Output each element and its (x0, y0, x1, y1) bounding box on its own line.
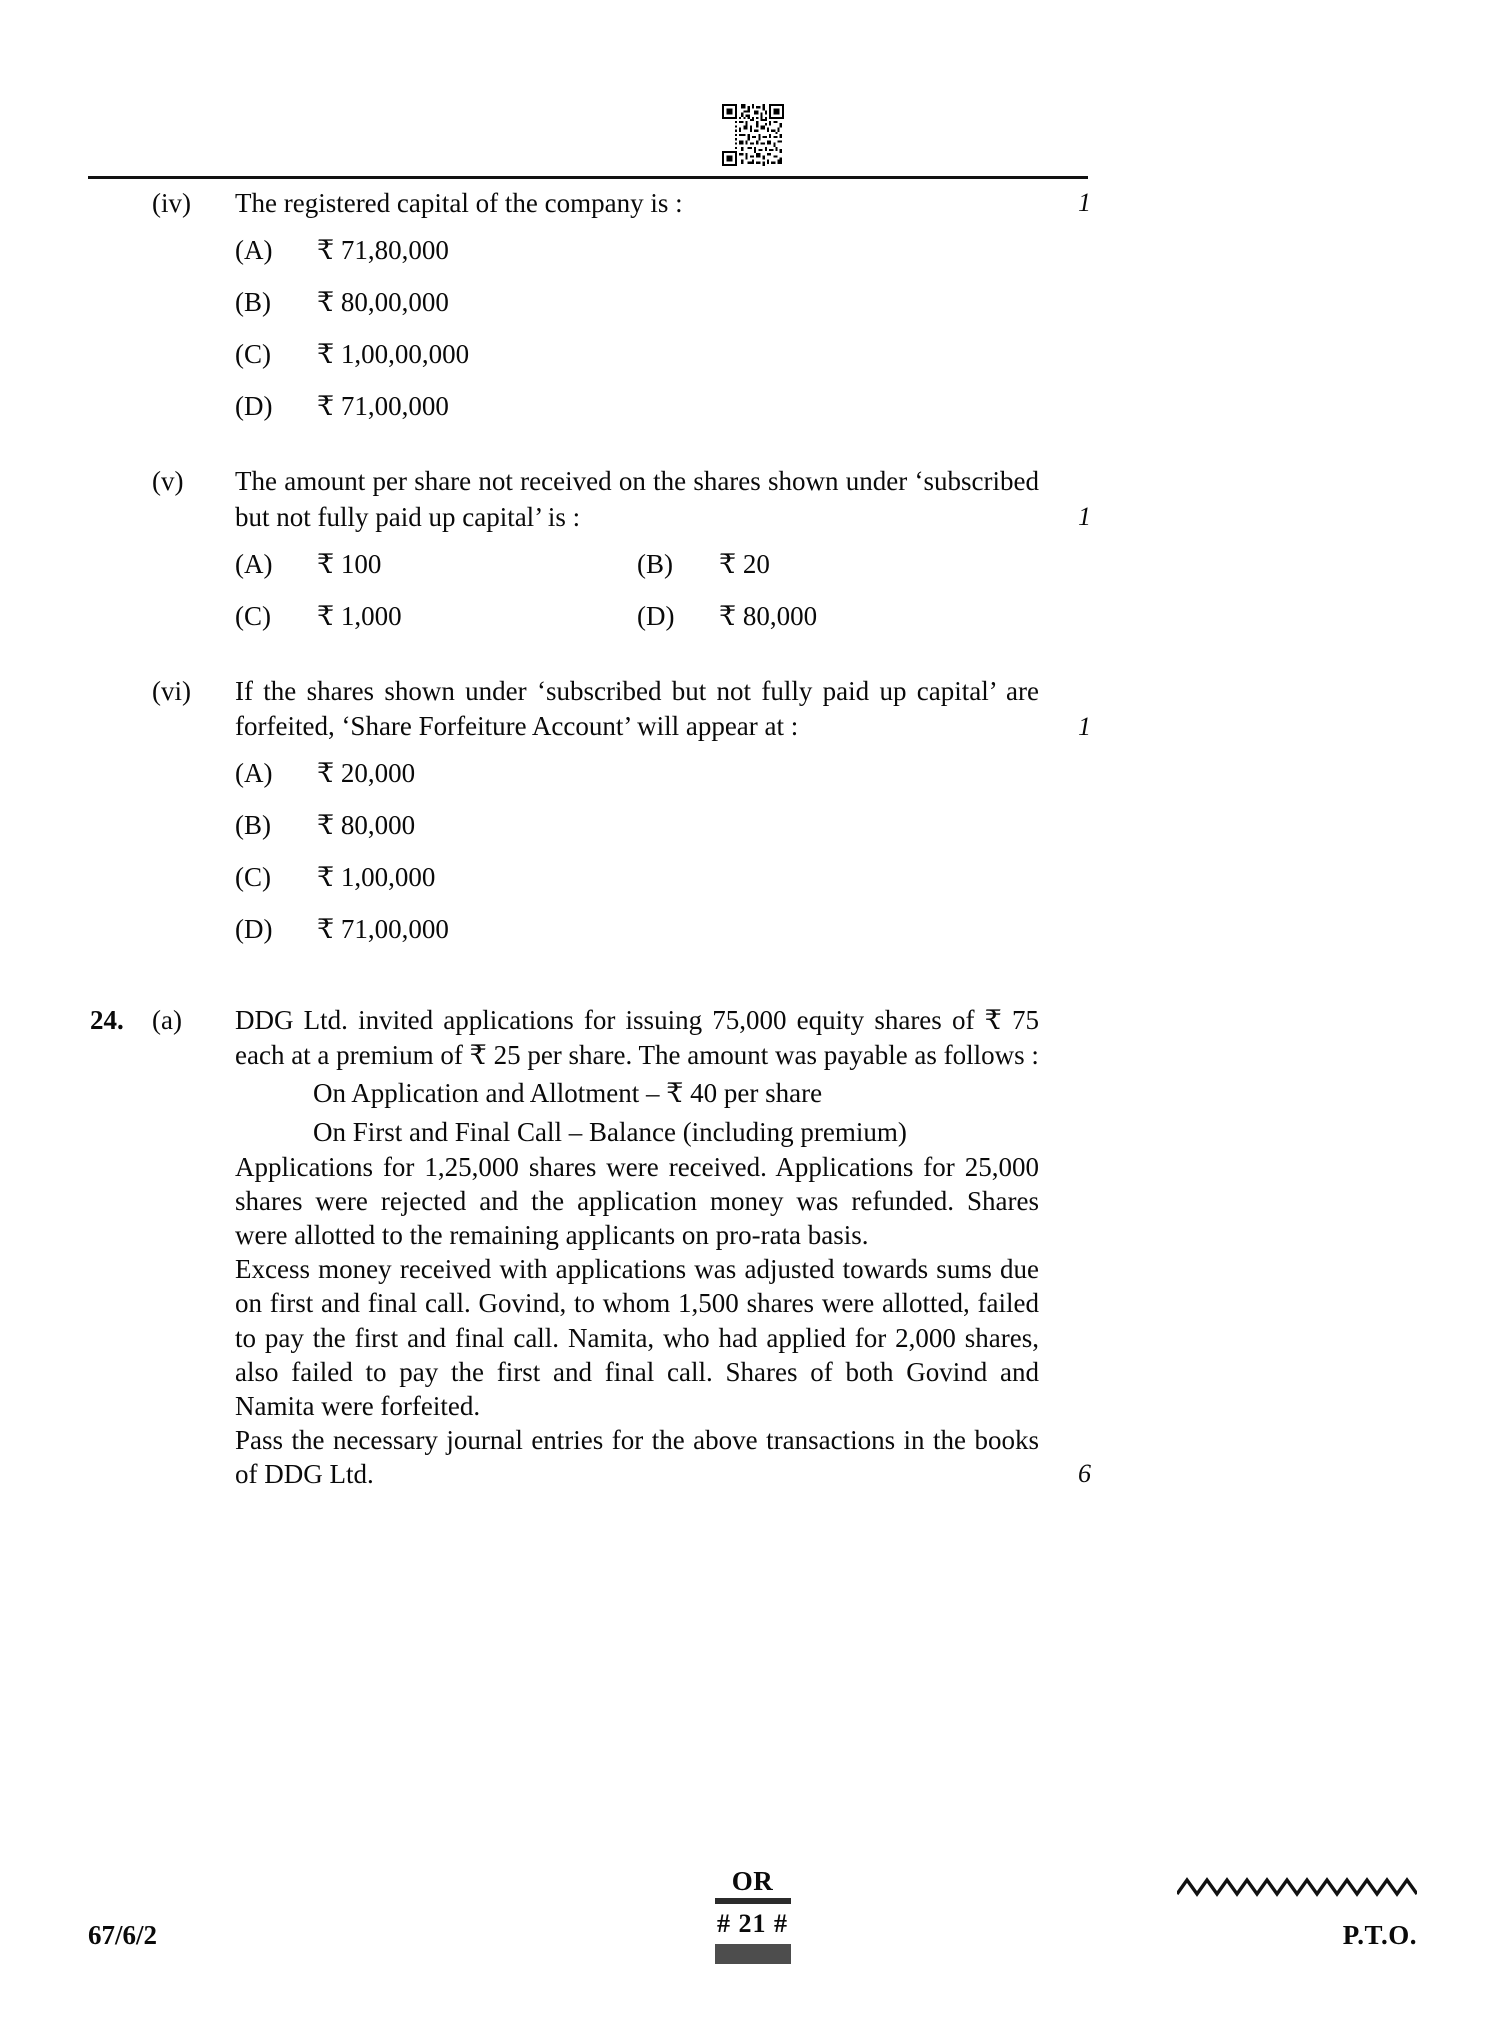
option-b-tag: (B) (235, 287, 271, 318)
question-vi (88, 674, 1091, 948)
question-24-part: (a) (152, 1005, 182, 1036)
option-a-value: ₹ 20,000 (317, 758, 416, 789)
question-v-options (235, 547, 1039, 634)
option-row (235, 233, 1039, 268)
option-c-value: ₹ 1,000 (317, 600, 402, 631)
option-b[interactable] (235, 285, 637, 320)
question-iv-body (235, 186, 1039, 424)
option-d[interactable] (235, 389, 637, 424)
option-b[interactable] (637, 547, 1039, 582)
option-a[interactable] (235, 547, 637, 582)
header-divider (88, 176, 1088, 179)
page-bar-bottom (715, 1944, 791, 1964)
option-a-tag: (A) (235, 235, 273, 266)
option-b-value: ₹ 20 (719, 548, 770, 579)
question-iv-roman: (iv) (152, 188, 191, 218)
option-b-tag: (B) (235, 810, 271, 841)
option-d-value: ₹ 71,00,000 (317, 391, 449, 422)
question-v-body (235, 464, 1039, 633)
question-vi-options (235, 756, 1039, 947)
question-vi-roman: (vi) (152, 675, 191, 706)
qr-code-container (0, 104, 1505, 166)
option-a[interactable] (235, 233, 637, 268)
q24-para-3: Excess money received with applications was adjusted towards sums due on first and final call. Govind, to whom 1,500 shares were allotted, failed to pay the first and final call. Namita, who had applied for 2,000 shares, also failed to pay the first and final call. Shares of both Govind and Namita were forfeited. (235, 1254, 1039, 1421)
question-vi-stem: If the shares shown under ‘subscribed but not fully paid up capital’ are forfeited, ‘Share Forfeiture Account’ will appear at : (235, 675, 1039, 741)
question-vi-marks: 1 (1078, 711, 1091, 741)
option-row (235, 285, 1039, 320)
option-a-tag: (A) (235, 548, 273, 579)
option-c-tag: (C) (235, 862, 271, 893)
option-a-tag: (A) (235, 758, 273, 789)
option-row (235, 599, 1039, 634)
option-c[interactable] (235, 599, 637, 634)
option-a[interactable] (235, 756, 637, 791)
q24-payment-schedule (313, 1076, 1039, 1150)
option-b-value: ₹ 80,00,000 (317, 287, 449, 318)
pto-label: P.T.O. (1342, 1920, 1417, 1950)
spacer (88, 634, 1091, 674)
option-d-tag: (D) (637, 600, 675, 631)
question-iv-options (235, 233, 1039, 424)
option-d-value: ₹ 71,00,000 (317, 914, 449, 945)
option-d[interactable] (235, 912, 637, 947)
option-a-value: ₹ 71,80,000 (317, 235, 449, 266)
schedule-line-1: On Application and Allotment – ₹ 40 per share (313, 1077, 823, 1108)
question-24-number: 24. (90, 1005, 124, 1036)
option-d-tag: (D) (235, 914, 273, 945)
option-b-tag: (B) (637, 548, 673, 579)
question-v-roman: (v) (152, 466, 184, 497)
page-number: # 21 # (717, 1909, 788, 1938)
option-b[interactable] (235, 808, 637, 843)
option-row (235, 547, 1039, 582)
option-d-tag: (D) (235, 391, 273, 422)
option-c[interactable] (235, 860, 637, 895)
or-separator: OR (731, 1866, 774, 1896)
option-c-tag: (C) (235, 339, 271, 370)
question-v-stem: The amount per share not received on the shares shown under ‘subscribed but not fully paid up capital’ is : (235, 466, 1039, 532)
page-content (88, 186, 1091, 1491)
question-iv-stem: The registered capital of the company is : (235, 188, 683, 218)
question-v (88, 464, 1091, 633)
zigzag-decoration (1177, 1876, 1417, 1898)
q24-para-2: Applications for 1,25,000 shares were received. Applications for 25,000 shares were rejected and the application money was refunded. Shares were allotted to the remaining applicants on pro-rata basis. (235, 1151, 1039, 1251)
option-c-tag: (C) (235, 600, 271, 631)
option-c-value: ₹ 1,00,00,000 (317, 339, 470, 370)
question-24 (88, 1003, 1091, 1491)
spacer (88, 947, 1091, 1003)
option-row (235, 860, 1039, 895)
option-b-value: ₹ 80,000 (317, 810, 416, 841)
qr-code-icon (722, 104, 784, 166)
spacer (88, 424, 1091, 464)
question-24-body (235, 1003, 1039, 1491)
q24-para-1: DDG Ltd. invited applications for issuing 75,000 equity shares of ₹ 75 each at a premium of ₹ 25 per share. The amount was payable as follows : (235, 1005, 1039, 1070)
question-iv-marks: 1 (1078, 188, 1091, 217)
question-24-marks: 6 (1078, 1459, 1091, 1489)
option-d-value: ₹ 80,000 (719, 600, 818, 631)
page-bar-top (715, 1898, 791, 1904)
paper-code: 67/6/2 (88, 1920, 158, 1950)
option-a-value: ₹ 100 (317, 548, 382, 579)
q24-para-4: Pass the necessary journal entries for the above transactions in the books of DDG Ltd. (235, 1425, 1039, 1490)
option-row (235, 337, 1039, 372)
option-row (235, 756, 1039, 791)
page-number-block (0, 1898, 1505, 1964)
option-c[interactable] (235, 337, 637, 372)
option-c-value: ₹ 1,00,000 (317, 862, 436, 893)
question-vi-body (235, 674, 1039, 948)
option-row (235, 389, 1039, 424)
option-row (235, 912, 1039, 947)
question-iv (88, 186, 1091, 424)
option-row (235, 808, 1039, 843)
question-v-marks: 1 (1078, 502, 1091, 532)
schedule-line-2: On First and Final Call – Balance (including premium) (313, 1116, 907, 1147)
option-d[interactable] (637, 599, 1039, 634)
